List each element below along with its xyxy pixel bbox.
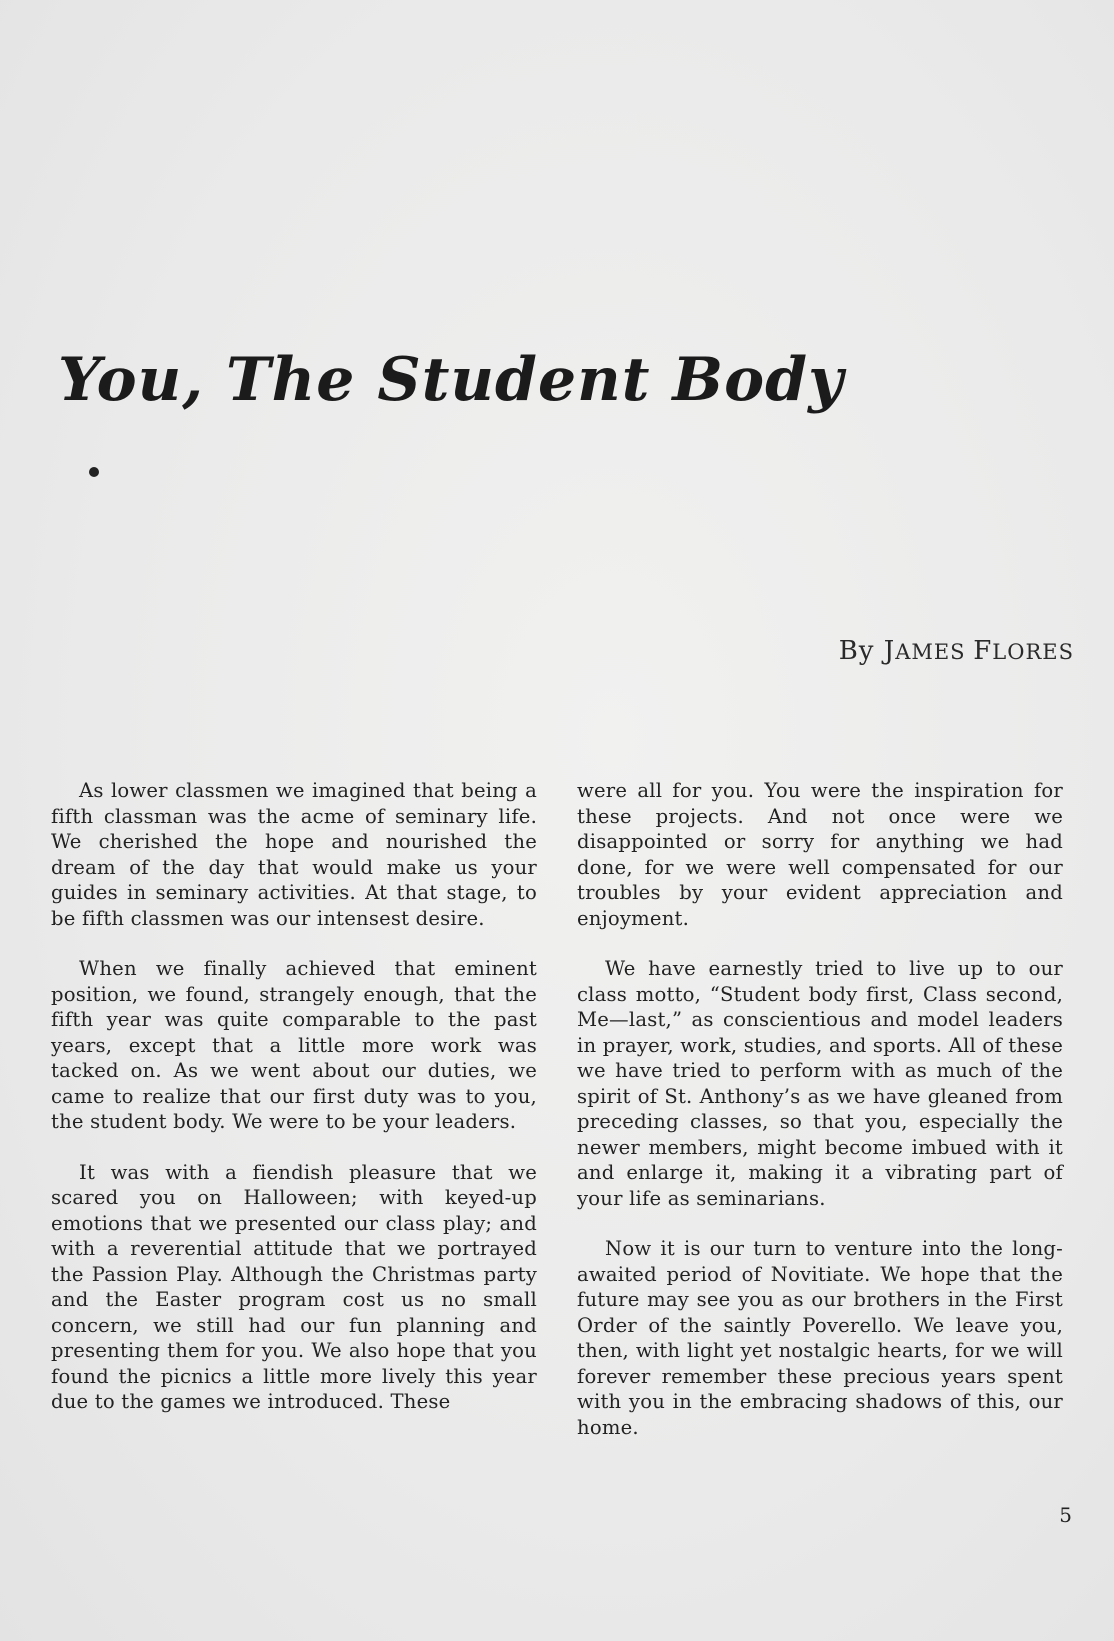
byline-last-rest: LORES bbox=[992, 640, 1074, 664]
paragraph: When we finally achieved that eminent position, we found, strangely enough, that the fifth year was quite comparable to the past years, except that a little more work was tacked on. As we went about our duties, we came to realize that our first duty was to you, the student body. We were to be your leaders. bbox=[51, 957, 537, 1133]
paragraph: We have earnestly tried to live up to our class motto, “Student body first, Class second, Me—last,” as conscientious and model leaders in prayer, work, studies, and sports. All of these we have tried to perform with as much of the spirit of St. Anthony’s as we have gleaned from preceding classes, so that you, especially the newer members, might become imbued with it and enlarge it, making it a vibrating part of your life as seminarians. bbox=[577, 957, 1063, 1210]
left-column bbox=[51, 778, 537, 1415]
byline-prefix: By bbox=[838, 636, 884, 666]
article-title: You, The Student Body bbox=[58, 345, 844, 415]
byline-first-rest: AMES bbox=[895, 640, 974, 664]
paragraph: were all for you. You were the inspiration for these projects. And not once were we disappointed or sorry for anything we had done, for we were well compensated for our troubles by your evident appreciation and enjoyment. bbox=[577, 779, 1063, 930]
paragraph: It was with a fiendish pleasure that we scared you on Halloween; with keyed-up emotions that we presented our class play; and with a reverential attitude that we portrayed the Passion Play. Although the Christmas party and the Easter program cost us no small concern, we still had our fun planning and presenting them for you. We also hope that you found the picnics a little more lively this year due to the games we introduced. These bbox=[51, 1160, 537, 1413]
bullet-dot bbox=[89, 467, 99, 477]
right-column bbox=[577, 778, 1063, 1440]
paragraph: As lower classmen we imagined that being a fifth classman was the acme of seminary life. We cherished the hope and nourished the dream of the day that would make us your guides in seminary activities. At that stage, to be fifth classmen was our intensest desire. bbox=[51, 779, 537, 930]
page-number: 5 bbox=[1059, 1503, 1072, 1527]
byline-last-initial: F bbox=[973, 636, 993, 666]
byline-first-initial: J bbox=[883, 636, 896, 666]
paragraph: Now it is our turn to venture into the long-awaited period of Novitiate. We hope that the future may see you as our brothers in the First Order of the saintly Poverello. We leave you, then, with light yet nostalgic hearts, for we will forever remember these precious years spent with you in the embracing shadows of this, our home. bbox=[577, 1237, 1063, 1439]
byline bbox=[839, 636, 1074, 666]
